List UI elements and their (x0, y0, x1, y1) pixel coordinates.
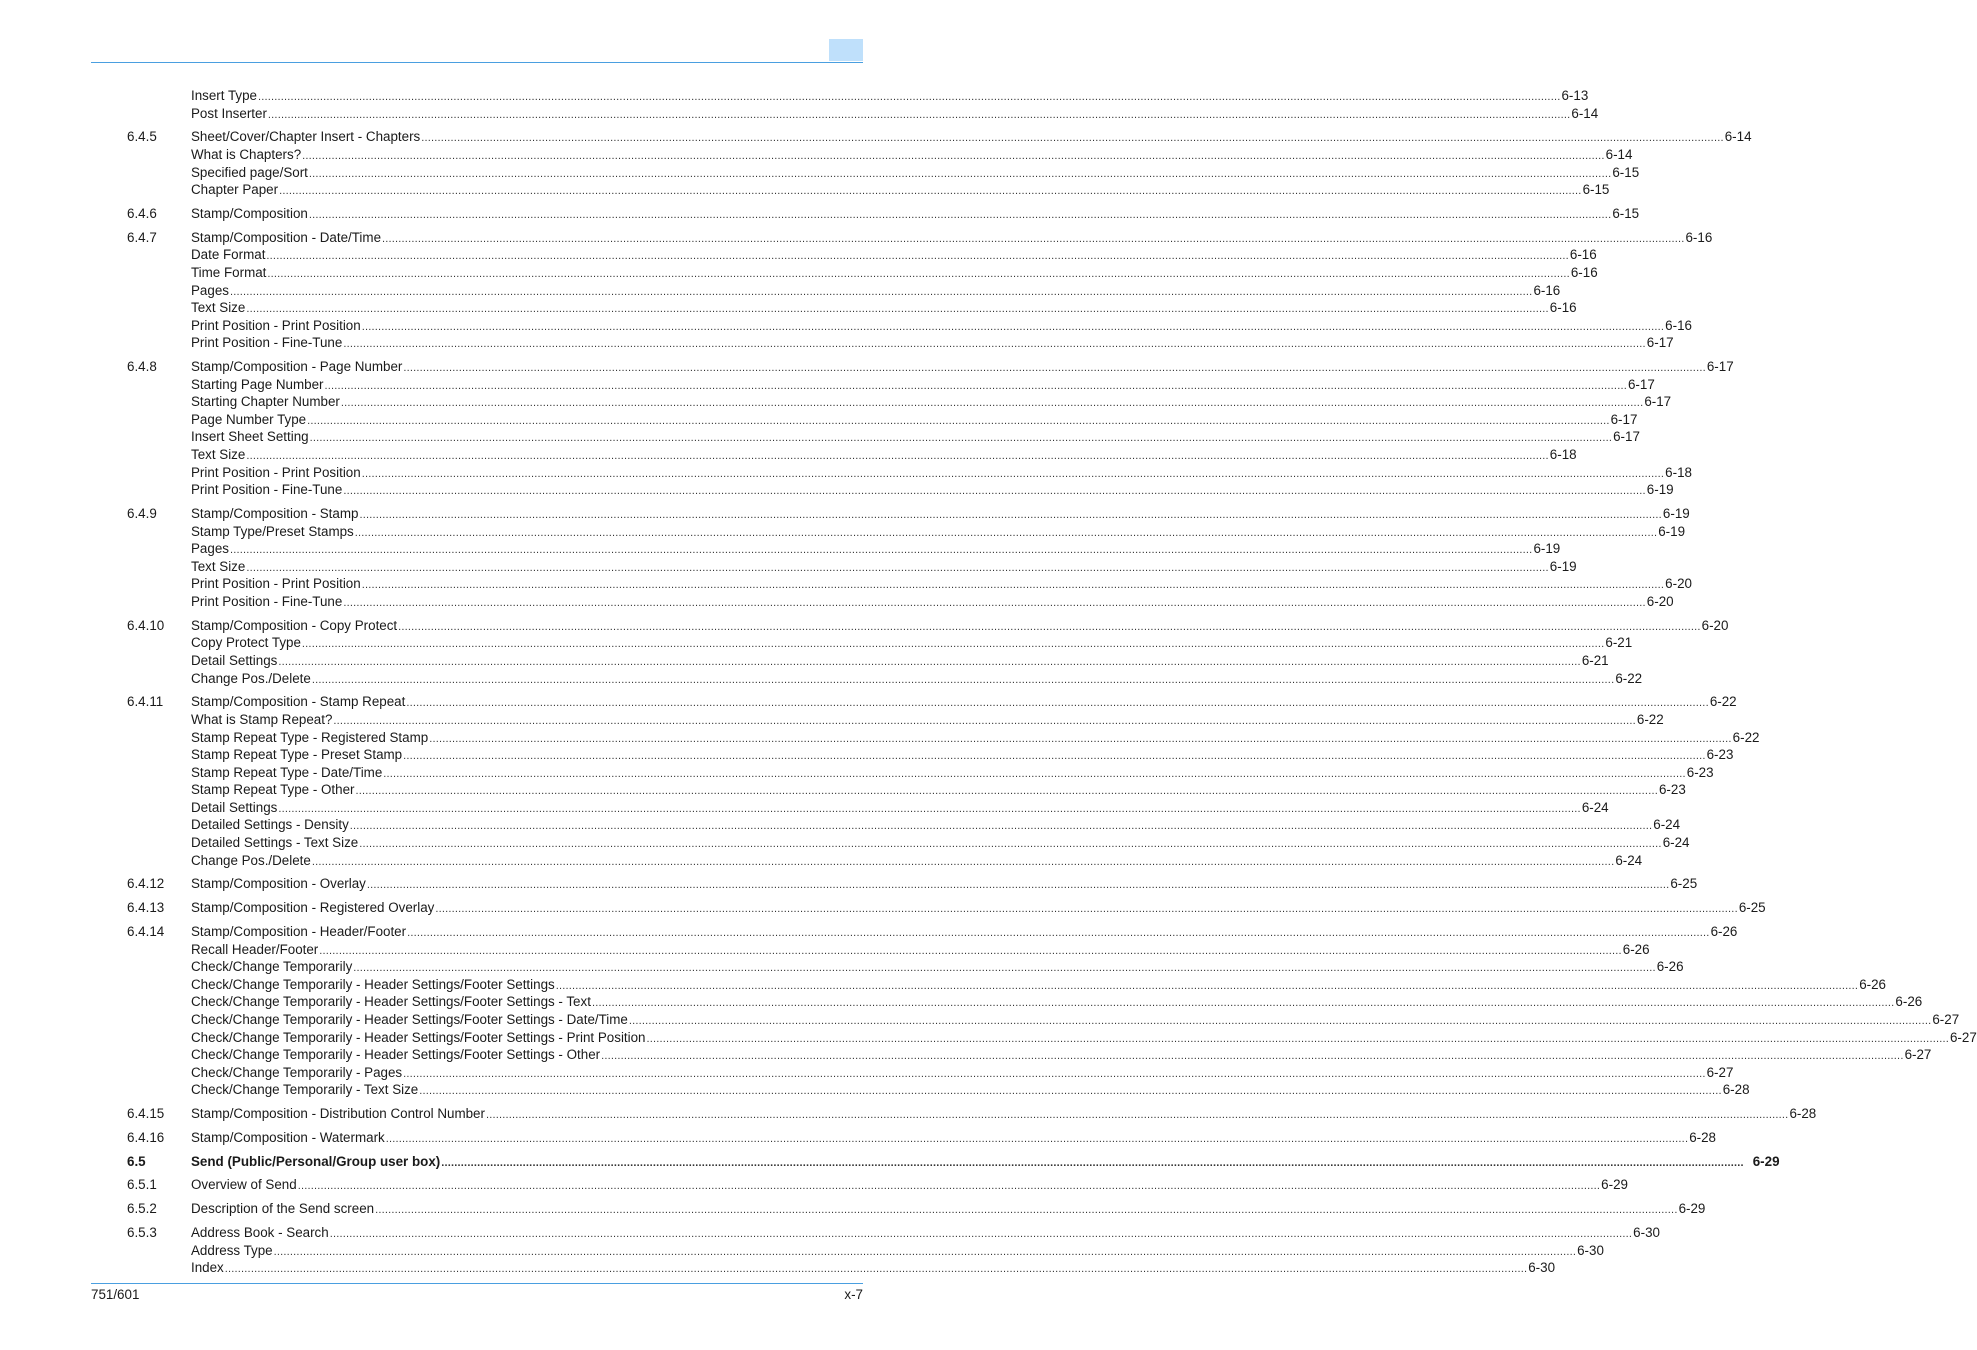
toc-entry[interactable] (0, 540, 1561, 558)
toc-entry-line (191, 481, 1674, 501)
dot-leader: ................................................................................................................................................................................................................................................................................................................................................................................................................ (246, 561, 1549, 574)
dot-leader: ................................................................................................................................................................................................................................................................................................................................................................................................................ (273, 1245, 1577, 1258)
toc-entry-title: Stamp Repeat Type - Date/Time (191, 764, 383, 780)
toc-page-number: 6-21 (1581, 652, 1609, 668)
toc-entry[interactable] (0, 411, 1638, 429)
toc-entry-title: Stamp/Composition - Watermark (191, 1129, 385, 1145)
toc-entry[interactable] (0, 264, 1598, 282)
dot-leader: ................................................................................................................................................................................................................................................................................................................................................................................................................ (329, 1228, 1633, 1241)
toc-entry-line (191, 205, 1640, 225)
toc-entry-title: Time Format (191, 264, 267, 280)
dot-leader: ................................................................................................................................................................................................................................................................................................................................................................................................................ (441, 1156, 1744, 1169)
toc-page-number: 6-17 (1627, 376, 1655, 392)
toc-entry[interactable] (0, 164, 1640, 182)
toc-entry-title: Print Position - Print Position (191, 317, 361, 333)
toc-page-number: 6-28 (1789, 1106, 1817, 1122)
dot-leader: ................................................................................................................................................................................................................................................................................................................................................................................................................ (406, 697, 1709, 710)
dot-leader: ................................................................................................................................................................................................................................................................................................................................................................................................................ (309, 432, 1613, 445)
dot-leader: ................................................................................................................................................................................................................................................................................................................................................................................................................ (246, 303, 1549, 316)
toc-entry-title: Pages (191, 282, 229, 298)
dot-leader: ................................................................................................................................................................................................................................................................................................................................................................................................................ (375, 1204, 1678, 1217)
toc-entry[interactable] (0, 317, 1692, 335)
toc-entry-title: Pages (191, 541, 229, 557)
dot-leader: ................................................................................................................................................................................................................................................................................................................................................................................................................ (333, 714, 1636, 727)
toc-page-number: 6-27 (1706, 1064, 1734, 1080)
toc-entry[interactable] (0, 746, 1734, 764)
dot-leader: ................................................................................................................................................................................................................................................................................................................................................................................................................ (403, 362, 1706, 375)
toc-entry[interactable] (0, 923, 1738, 941)
toc-entry-title: Stamp Repeat Type - Other (191, 782, 355, 798)
toc-entry-title: Stamp/Composition (191, 205, 308, 221)
toc-entry-title: Page Number Type (191, 411, 307, 427)
toc-page-number: 6-17 (1646, 335, 1674, 351)
dot-leader: ................................................................................................................................................................................................................................................................................................................................................................................................................ (383, 767, 1686, 780)
toc-entry[interactable] (0, 1105, 1817, 1123)
toc-entry[interactable] (0, 128, 1752, 146)
toc-page-number: 6-19 (1533, 541, 1561, 557)
dot-leader: ................................................................................................................................................................................................................................................................................................................................................................................................................ (419, 1085, 1722, 1098)
toc-entry[interactable] (0, 229, 1713, 247)
toc-entry-title: What is Chapters? (191, 146, 302, 162)
toc-entry[interactable] (0, 711, 1664, 729)
toc-page-number: 6-18 (1665, 464, 1692, 480)
toc-entry-title: Detailed Settings - Density (191, 817, 349, 833)
toc-entry-title: Print Position - Fine-Tune (191, 335, 343, 351)
toc-entry[interactable] (0, 393, 1672, 411)
toc-page-number: 6-17 (1610, 411, 1638, 427)
toc-page-number: 6-13 (1561, 88, 1589, 103)
toc-page-number: 6-23 (1706, 747, 1734, 763)
dot-leader: ................................................................................................................................................................................................................................................................................................................................................................................................................ (628, 1014, 1932, 1027)
toc-entry[interactable] (0, 575, 1692, 593)
dot-leader: ................................................................................................................................................................................................................................................................................................................................................................................................................ (361, 467, 1665, 480)
toc-entry-title: Stamp/Composition - Date/Time (191, 229, 382, 245)
toc-page-number: 6-23 (1686, 764, 1714, 780)
toc-entry-title: Stamp Type/Preset Stamps (191, 523, 354, 539)
dot-leader: ................................................................................................................................................................................................................................................................................................................................................................................................................ (319, 944, 1622, 957)
toc-page-number: 6-16 (1569, 247, 1597, 263)
toc-entry-title: Chapter Paper (191, 182, 279, 198)
toc-entry-title: Overview of Send (191, 1177, 297, 1193)
toc-entry-title: Date Format (191, 247, 266, 263)
dot-leader: ................................................................................................................................................................................................................................................................................................................................................................................................................ (407, 927, 1710, 939)
toc-page-number: 6-16 (1570, 264, 1598, 280)
toc-page-number: 6-30 (1577, 1242, 1604, 1258)
toc-entry-title: Starting Page Number (191, 376, 324, 392)
toc-page-number: 6-20 (1701, 617, 1729, 633)
toc-entry[interactable] (0, 634, 1633, 652)
toc-entry[interactable] (0, 958, 1684, 976)
toc-entry[interactable] (0, 652, 1609, 670)
toc-section-number: 6.4.7 (127, 229, 157, 245)
toc-entry-title: Stamp Repeat Type - Registered Stamp (191, 729, 429, 745)
toc-page-number: 6-19 (1549, 558, 1577, 574)
dot-leader: ................................................................................................................................................................................................................................................................................................................................................................................................................ (308, 208, 1612, 221)
toc-page-number: 6-19 (1658, 523, 1686, 539)
toc-entry-title: Stamp/Composition - Overlay (191, 876, 366, 892)
toc-page-number: 6-29 (1678, 1201, 1706, 1217)
toc-entry-title: Stamp/Composition - Distribution Control Number (191, 1106, 485, 1122)
dot-leader: ................................................................................................................................................................................................................................................................................................................................................................................................................ (343, 485, 1646, 498)
toc-entry[interactable] (0, 941, 1650, 959)
toc-entry-title: What is Stamp Repeat? (191, 711, 333, 727)
toc-entry-title: Insert Type (191, 88, 257, 103)
toc-entry-title: Stamp/Composition - Copy Protect (191, 617, 398, 633)
dot-leader: ................................................................................................................................................................................................................................................................................................................................................................................................................ (403, 750, 1706, 763)
toc-page-number: 6-16 (1549, 300, 1577, 316)
toc-entry[interactable] (0, 729, 1760, 747)
table-of-contents (0, 87, 1977, 1277)
toc-page-number: 6-20 (1646, 593, 1674, 609)
toc-entry[interactable] (0, 181, 1610, 199)
toc-entry-title: Address Type (191, 1242, 273, 1258)
toc-entry-title: Copy Protect Type (191, 635, 301, 651)
dot-leader: ................................................................................................................................................................................................................................................................................................................................................................................................................ (361, 579, 1665, 592)
toc-section-number: 6.4.12 (127, 876, 165, 892)
dot-leader: ................................................................................................................................................................................................................................................................................................................................................................................................................ (278, 802, 1581, 815)
toc-entry-title: Print Position - Print Position (191, 464, 361, 480)
dot-leader: ................................................................................................................................................................................................................................................................................................................................................................................................................ (355, 785, 1658, 798)
toc-entry-title: Check/Change Temporarily - Pages (191, 1064, 403, 1080)
dot-leader: ................................................................................................................................................................................................................................................................................................................................................................................................................ (266, 250, 1569, 263)
toc-entry-title: Check/Change Temporarily - Header Settings/Footer Settings (191, 976, 555, 992)
toc-page-number: 6-22 (1615, 670, 1643, 686)
header-tab-marker (829, 39, 863, 61)
toc-entry[interactable] (0, 505, 1690, 523)
toc-entry[interactable] (0, 764, 1714, 782)
toc-entry-title: Stamp Repeat Type - Preset Stamp (191, 747, 403, 763)
toc-entry-line (191, 181, 1610, 201)
toc-entry-line (191, 593, 1674, 613)
toc-page-number: 6-26 (1656, 959, 1684, 975)
toc-page-number: 6-22 (1636, 711, 1664, 727)
toc-entry[interactable] (0, 899, 1766, 917)
toc-entry[interactable] (0, 976, 1886, 994)
dot-leader: ................................................................................................................................................................................................................................................................................................................................................................................................................ (302, 149, 1605, 162)
dot-leader: ................................................................................................................................................................................................................................................................................................................................................................................................................ (224, 1263, 1528, 1276)
toc-entry[interactable] (0, 464, 1692, 482)
toc-entry-title: Stamp/Composition - Registered Overlay (191, 900, 435, 916)
toc-entry[interactable] (0, 558, 1577, 576)
dot-leader: ................................................................................................................................................................................................................................................................................................................................................................................................................ (307, 414, 1610, 427)
dot-leader: ................................................................................................................................................................................................................................................................................................................................................................................................................ (485, 1109, 1789, 1122)
toc-section-number: 6.4.6 (127, 205, 157, 221)
toc-section-number: 6.4.15 (127, 1106, 165, 1122)
toc-page-number: 6-24 (1653, 817, 1681, 833)
toc-entry-title: Print Position - Print Position (191, 576, 361, 592)
toc-entry-title: Change Pos./Delete (191, 852, 311, 868)
toc-page-number: 6-15 (1612, 205, 1640, 221)
toc-entry-title: Text Size (191, 300, 246, 316)
toc-page-number: 6-27 (1949, 1029, 1977, 1045)
toc-page-number: 6-15 (1582, 182, 1610, 198)
toc-page-number: 6-18 (1549, 447, 1577, 463)
toc-entry[interactable] (0, 617, 1729, 635)
toc-entry-title: Print Position - Fine-Tune (191, 482, 343, 498)
dot-leader: ................................................................................................................................................................................................................................................................................................................................................................................................................ (403, 1067, 1706, 1080)
toc-entry[interactable] (0, 446, 1577, 464)
toc-section-number: 6.5.3 (127, 1225, 157, 1241)
toc-entry[interactable] (0, 875, 1698, 893)
toc-page-number: 6-30 (1528, 1260, 1556, 1276)
dot-leader: ................................................................................................................................................................................................................................................................................................................................................................................................................ (343, 338, 1646, 351)
toc-entry[interactable] (0, 87, 1589, 105)
dot-leader: ................................................................................................................................................................................................................................................................................................................................................................................................................ (359, 838, 1662, 851)
toc-entry-line (191, 1081, 1750, 1101)
dot-leader: ................................................................................................................................................................................................................................................................................................................................................................................................................ (246, 450, 1549, 463)
dot-leader: ................................................................................................................................................................................................................................................................................................................................................................................................................ (398, 620, 1701, 633)
toc-entry-title: Check/Change Temporarily - Text Size (191, 1082, 419, 1098)
toc-page-number: 6-30 (1633, 1225, 1660, 1241)
dot-leader: ................................................................................................................................................................................................................................................................................................................................................................................................................ (601, 1050, 1904, 1063)
toc-entry[interactable] (0, 246, 1597, 264)
footer-rule (91, 1283, 863, 1284)
dot-leader: ................................................................................................................................................................................................................................................................................................................................................................................................................ (229, 544, 1533, 557)
toc-entry[interactable] (0, 1081, 1750, 1099)
toc-entry[interactable] (0, 299, 1577, 317)
toc-page-number: 6-17 (1613, 429, 1640, 445)
toc-page-number: 6-29 (1752, 1153, 1780, 1169)
toc-entry-title: Detail Settings (191, 799, 278, 815)
toc-entry-title: Change Pos./Delete (191, 670, 311, 686)
toc-page-number: 6-28 (1722, 1082, 1750, 1098)
toc-page-number: 6-14 (1605, 146, 1633, 162)
dot-leader: ................................................................................................................................................................................................................................................................................................................................................................................................................ (591, 997, 1895, 1010)
toc-page-number: 6-23 (1658, 782, 1686, 798)
toc-entry-title: Check/Change Temporarily - Header Settings/Footer Settings - Print Position (191, 1029, 646, 1045)
dot-leader: ................................................................................................................................................................................................................................................................................................................................................................................................................ (311, 673, 1615, 686)
toc-entry-line (191, 1176, 1628, 1196)
dot-leader: ................................................................................................................................................................................................................................................................................................................................................................................................................ (435, 903, 1738, 916)
toc-entry-title: Description of the Send screen (191, 1201, 375, 1217)
toc-section-number: 6.4.9 (127, 506, 157, 521)
toc-page-number: 6-24 (1662, 835, 1690, 851)
toc-page-number: 6-17 (1644, 394, 1672, 410)
dot-leader: ................................................................................................................................................................................................................................................................................................................................................................................................................ (324, 379, 1627, 392)
toc-entry[interactable] (0, 816, 1681, 834)
toc-entry-line (191, 1153, 1780, 1173)
dot-leader: ................................................................................................................................................................................................................................................................................................................................................................................................................ (555, 979, 1859, 992)
toc-page-number: 6-16 (1685, 229, 1713, 245)
toc-entry-line (191, 1129, 1717, 1149)
dot-leader: ................................................................................................................................................................................................................................................................................................................................................................................................................ (359, 509, 1662, 521)
toc-entry-title: Stamp/Composition - Page Number (191, 359, 403, 375)
toc-page-number: 6-26 (1710, 924, 1738, 939)
toc-entry[interactable] (0, 1242, 1604, 1260)
toc-entry[interactable] (0, 481, 1674, 499)
dot-leader: ................................................................................................................................................................................................................................................................................................................................................................................................................ (267, 267, 1570, 280)
toc-entry[interactable] (0, 670, 1643, 688)
toc-entry[interactable] (0, 1224, 1660, 1242)
toc-entry-title: Check/Change Temporarily - Header Settings/Footer Settings - Date/Time (191, 1011, 628, 1027)
toc-page-number: 6-22 (1709, 694, 1737, 710)
toc-section-number: 6.5 (127, 1153, 146, 1169)
toc-entry[interactable] (0, 334, 1674, 352)
toc-section-number: 6.4.14 (127, 924, 165, 939)
toc-entry-title: Post Inserter (191, 105, 267, 121)
dot-leader: ................................................................................................................................................................................................................................................................................................................................................................................................................ (340, 397, 1644, 410)
toc-entry[interactable] (0, 852, 1643, 870)
header-rule (91, 62, 863, 63)
toc-entry-title: Stamp/Composition - Stamp Repeat (191, 694, 406, 710)
toc-entry[interactable] (0, 1176, 1628, 1194)
toc-page-number: 6-19 (1662, 506, 1690, 521)
toc-entry[interactable] (0, 1200, 1706, 1218)
toc-entry[interactable] (0, 205, 1640, 223)
toc-section-number: 6.5.2 (127, 1201, 157, 1217)
toc-entry-line (191, 105, 1599, 125)
toc-entry[interactable] (0, 781, 1686, 799)
dot-leader: ................................................................................................................................................................................................................................................................................................................................................................................................................ (308, 167, 1612, 180)
toc-entry[interactable] (0, 1046, 1932, 1064)
toc-page-number: 6-24 (1581, 799, 1609, 815)
toc-entry-line (191, 670, 1643, 690)
toc-entry-title: Address Book - Search (191, 1225, 329, 1241)
dot-leader: ................................................................................................................................................................................................................................................................................................................................................................................................................ (429, 732, 1732, 745)
toc-entry-title: Index (191, 1260, 224, 1276)
toc-entry-title: Stamp/Composition - Header/Footer (191, 924, 407, 939)
toc-entry-line (191, 334, 1674, 354)
toc-entry[interactable] (0, 376, 1655, 394)
toc-section-number: 6.4.8 (127, 359, 157, 375)
toc-entry-title: Sheet/Cover/Chapter Insert - Chapters (191, 129, 421, 145)
toc-entry[interactable] (0, 1064, 1734, 1082)
dot-leader: ................................................................................................................................................................................................................................................................................................................................................................................................................ (353, 962, 1656, 975)
toc-page-number: 6-29 (1601, 1177, 1628, 1193)
toc-entry-title: Check/Change Temporarily - Header Settings/Footer Settings - Other (191, 1047, 601, 1063)
toc-entry-line (191, 875, 1698, 895)
dot-leader: ................................................................................................................................................................................................................................................................................................................................................................................................................ (349, 820, 1653, 833)
toc-section-number: 6.4.11 (127, 694, 164, 710)
toc-entry-line (191, 1259, 1556, 1279)
dot-leader: ................................................................................................................................................................................................................................................................................................................................................................................................................ (385, 1132, 1689, 1145)
toc-entry[interactable] (0, 358, 1734, 376)
toc-entry[interactable] (0, 834, 1690, 852)
toc-page-number: 6-25 (1670, 876, 1698, 892)
toc-entry-title: Print Position - Fine-Tune (191, 593, 343, 609)
dot-leader: ................................................................................................................................................................................................................................................................................................................................................................................................................ (229, 285, 1533, 298)
toc-page-number: 6-20 (1665, 576, 1692, 592)
toc-page-number: 6-19 (1646, 482, 1674, 498)
footer-model: 751/601 (91, 1287, 140, 1302)
toc-section-number: 6.4.5 (127, 129, 157, 145)
toc-entry-title: Text Size (191, 447, 246, 463)
footer-page-number: x-7 (844, 1287, 863, 1302)
dot-leader: ................................................................................................................................................................................................................................................................................................................................................................................................................ (366, 879, 1670, 892)
toc-section-number: 6.5.1 (127, 1177, 157, 1193)
toc-page-number: 6-27 (1932, 1011, 1960, 1027)
toc-section-number: 6.4.16 (127, 1129, 165, 1145)
toc-entry-title: Stamp/Composition - Stamp (191, 506, 359, 521)
toc-page-number: 6-15 (1612, 164, 1640, 180)
toc-entry-title: Check/Change Temporarily (191, 959, 353, 975)
dot-leader: ................................................................................................................................................................................................................................................................................................................................................................................................................ (646, 1032, 1949, 1045)
toc-entry-title: Specified page/Sort (191, 164, 308, 180)
toc-entry[interactable] (0, 523, 1686, 541)
toc-entry-title: Insert Sheet Setting (191, 429, 309, 445)
toc-entry[interactable] (0, 1129, 1717, 1147)
toc-entry-title: Detail Settings (191, 652, 278, 668)
toc-entry[interactable] (0, 1153, 1780, 1171)
toc-page-number: 6-26 (1859, 976, 1886, 992)
toc-entry[interactable] (0, 282, 1561, 300)
toc-entry[interactable] (0, 593, 1674, 611)
dot-leader: ................................................................................................................................................................................................................................................................................................................................................................................................................ (297, 1180, 1601, 1193)
toc-page-number: 6-16 (1665, 317, 1692, 333)
toc-page-number: 6-26 (1622, 941, 1650, 957)
toc-entry[interactable] (0, 799, 1609, 817)
toc-entry-title: Check/Change Temporarily - Header Settings/Footer Settings - Text (191, 994, 591, 1010)
toc-entry-title: Send (Public/Personal/Group user box) (191, 1153, 441, 1169)
toc-page-number: 6-26 (1895, 994, 1923, 1010)
toc-entry[interactable] (0, 1011, 1960, 1029)
toc-entry-title: Detailed Settings - Text Size (191, 835, 359, 851)
dot-leader: ................................................................................................................................................................................................................................................................................................................................................................................................................ (301, 638, 1605, 651)
toc-entry[interactable] (0, 1029, 1977, 1047)
dot-leader: ................................................................................................................................................................................................................................................................................................................................................................................................................ (361, 320, 1665, 333)
toc-entry-title: Starting Chapter Number (191, 394, 340, 410)
toc-entry[interactable] (0, 105, 1599, 123)
toc-page-number: 6-17 (1706, 359, 1734, 375)
toc-entry-line (191, 1200, 1706, 1220)
toc-entry-title: Text Size (191, 558, 246, 574)
dot-leader: ................................................................................................................................................................................................................................................................................................................................................................................................................ (421, 132, 1724, 145)
dot-leader: ................................................................................................................................................................................................................................................................................................................................................................................................................ (311, 855, 1615, 868)
toc-entry[interactable] (0, 693, 1737, 711)
toc-entry[interactable] (0, 146, 1633, 164)
dot-leader: ................................................................................................................................................................................................................................................................................................................................................................................................................ (278, 655, 1581, 668)
toc-entry-line (191, 852, 1643, 872)
dot-leader: ................................................................................................................................................................................................................................................................................................................................................................................................................ (258, 91, 1561, 103)
toc-page-number: 6-27 (1904, 1047, 1932, 1063)
toc-entry-line (191, 1105, 1817, 1125)
toc-page-number: 6-24 (1615, 852, 1643, 868)
toc-page-number: 6-28 (1689, 1129, 1717, 1145)
dot-leader: ................................................................................................................................................................................................................................................................................................................................................................................................................ (343, 596, 1646, 609)
toc-entry[interactable] (0, 1259, 1556, 1277)
toc-entry-line (191, 899, 1766, 919)
toc-entry[interactable] (0, 993, 1923, 1011)
toc-page-number: 6-22 (1732, 729, 1760, 745)
toc-page-number: 6-21 (1605, 635, 1633, 651)
toc-section-number: 6.4.13 (127, 900, 165, 916)
toc-page-number: 6-14 (1724, 129, 1752, 145)
toc-page-number: 6-14 (1571, 105, 1599, 121)
dot-leader: ................................................................................................................................................................................................................................................................................................................................................................................................................ (382, 232, 1685, 245)
toc-entry[interactable] (0, 428, 1640, 446)
dot-leader: ................................................................................................................................................................................................................................................................................................................................................................................................................ (267, 108, 1571, 121)
toc-entry-title: Recall Header/Footer (191, 941, 319, 957)
toc-page-number: 6-25 (1738, 900, 1766, 916)
toc-page-number: 6-16 (1533, 282, 1561, 298)
dot-leader: ................................................................................................................................................................................................................................................................................................................................................................................................................ (279, 185, 1582, 198)
dot-leader: ................................................................................................................................................................................................................................................................................................................................................................................................................ (354, 526, 1658, 539)
toc-section-number: 6.4.10 (127, 617, 165, 633)
